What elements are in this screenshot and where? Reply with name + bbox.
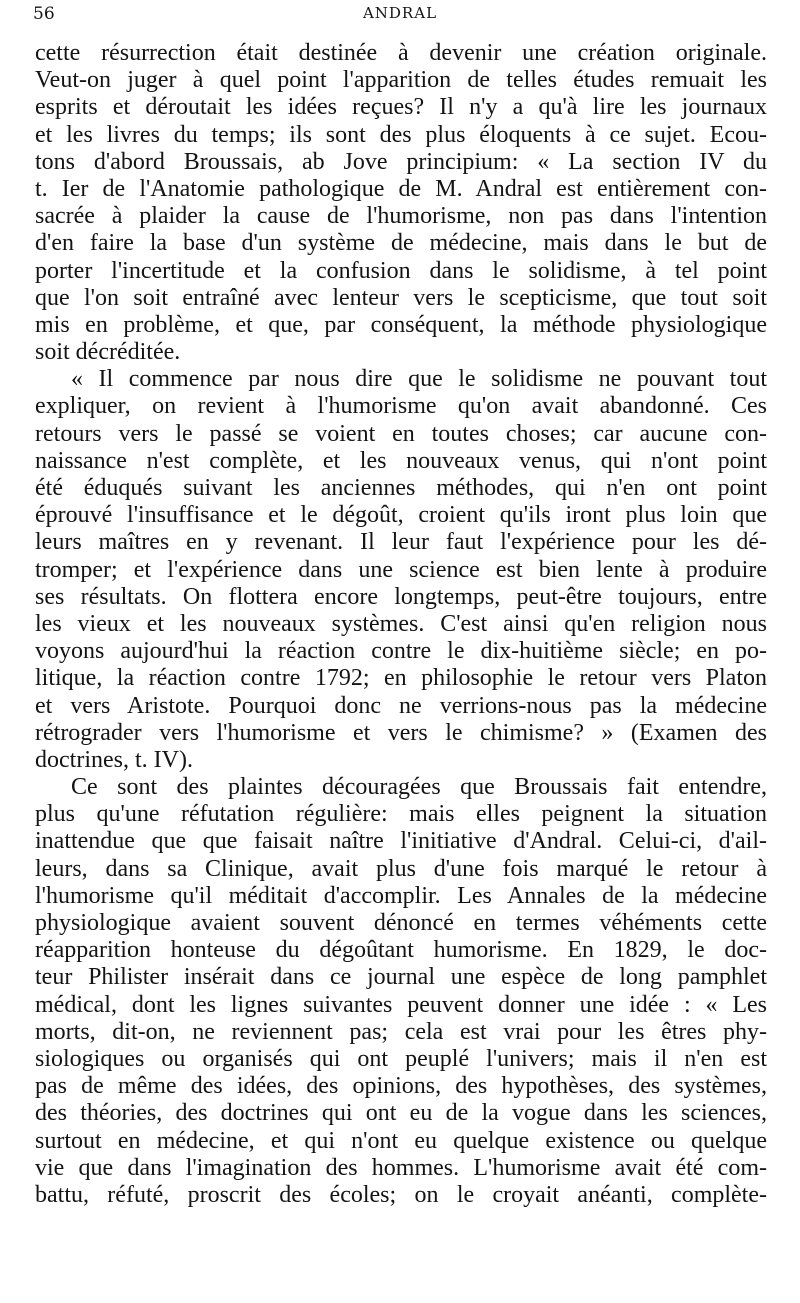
text-line: été éduqués suivant les anciennes méthodes, qui n'en ont point: [35, 475, 767, 501]
text-line: naissance n'est complète, et les nouveaux venus, qui n'ont point: [35, 447, 767, 474]
text-line: ses résultats. On flottera encore longtemps, peut-être toujours, entre: [35, 583, 767, 610]
text-line: tromper; et l'expérience dans une science est bien lente à produire: [35, 556, 767, 583]
text-line: que l'on soit entraîné avec lenteur vers le scepticisme, que tout soit: [35, 284, 767, 311]
text-line: Ce sont des plaintes découragées que Broussais fait entendre,: [71, 774, 767, 801]
text-line: et les livres du temps; ils sont des plus éloquents à ce sujet. Ecou-: [35, 121, 767, 148]
body-text: [35, 40, 767, 1209]
text-line: esprits et déroutait les idées reçues? Il n'y a qu'à lire les journaux: [35, 94, 767, 121]
text-line: voyons aujourd'hui la réaction contre le dix-huitième siècle; en po-: [35, 638, 767, 665]
text-line: t. Ier de l'Anatomie pathologique de M. Andral est entièrement con-: [35, 175, 767, 202]
text-line: leurs, dans sa Clinique, avait plus d'une fois marqué le retour à: [35, 855, 767, 882]
text-line: expliquer, on revient à l'humorisme qu'on avait abandonné. Ces: [35, 393, 767, 420]
text-line: tons d'abord Broussais, ab Jove principium: « La section IV du: [35, 148, 767, 175]
text-line: plus qu'une réfutation régulière: mais elles peignent la situation: [35, 801, 767, 828]
text-line: Veut-on juger à quel point l'apparition de telles études remuait les: [35, 67, 767, 94]
text-line: pas de même des idées, des opinions, des hypothèses, des systèmes,: [35, 1073, 767, 1100]
page-header: [0, 2, 800, 30]
text-line: les vieux et les nouveaux systèmes. C'est ainsi qu'en religion nous: [35, 610, 767, 637]
text-line: retours vers le passé se voient en toutes choses; car aucune con-: [35, 420, 767, 447]
text-line: cette résurrection était destinée à devenir une création originale.: [35, 40, 767, 66]
text-line: mis en problème, et que, par conséquent, la méthode physiologique: [35, 311, 767, 338]
text-line: éprouvé l'insuffisance et le dégoût, croient qu'ils iront plus loin que: [35, 502, 767, 529]
running-head: ANDRAL: [362, 4, 438, 22]
text-line: vie que dans l'imagination des hommes. L'humorisme avait été com-: [35, 1154, 767, 1181]
text-line: des théories, des doctrines qui ont eu de la vogue dans les sciences,: [35, 1100, 767, 1127]
paragraph-end-line: doctrines, t. IV).: [35, 746, 193, 773]
text-line: porter l'incertitude et la confusion dans le solidisme, à tel point: [35, 257, 767, 284]
text-line: « Il commence par nous dire que le solidisme ne pouvant tout: [71, 366, 767, 393]
text-line: leurs maîtres en y revenant. Il leur faut l'expérience pour les dé-: [35, 529, 767, 556]
text-line: teur Philister insérait dans ce journal une espèce de long pamphlet: [35, 964, 767, 991]
text-line: siologiques ou organisés qui ont peuplé l'univers; mais il n'en est: [35, 1045, 767, 1072]
text-line: d'en faire la base d'un système de médecine, mais dans le but de: [35, 230, 767, 257]
paragraph-end-line: soit décréditée.: [35, 339, 181, 366]
page-number: 56: [33, 4, 55, 24]
text-line: inattendue que que faisait naître l'initiative d'Andral. Celui-ci, d'ail-: [35, 828, 767, 855]
text-line: physiologique avaient souvent dénoncé en termes véhéments cette: [35, 910, 767, 936]
text-line: réapparition honteuse du dégoûtant humorisme. En 1829, le doc-: [35, 937, 767, 964]
text-line: médical, dont les lignes suivantes peuvent donner une idée : « Les: [35, 991, 767, 1018]
text-line: battu, réfuté, proscrit des écoles; on le croyait anéanti, complète-: [35, 1181, 767, 1208]
text-line: sacrée à plaider la cause de l'humorisme, non pas dans l'intention: [35, 203, 767, 230]
text-line: surtout en médecine, et qui n'ont eu quelque existence ou quelque: [35, 1127, 767, 1154]
text-line: et vers Aristote. Pourquoi donc ne verrions-nous pas la médecine: [35, 692, 767, 719]
text-line: rétrograder vers l'humorisme et vers le chimisme? » (Examen des: [35, 719, 767, 746]
text-line: l'humorisme qu'il méditait d'accomplir. Les Annales de la médecine: [35, 882, 767, 909]
text-line: litique, la réaction contre 1792; en philosophie le retour vers Platon: [35, 665, 767, 692]
text-line: morts, dit-on, ne reviennent pas; cela est vrai pour les êtres phy-: [35, 1018, 767, 1045]
